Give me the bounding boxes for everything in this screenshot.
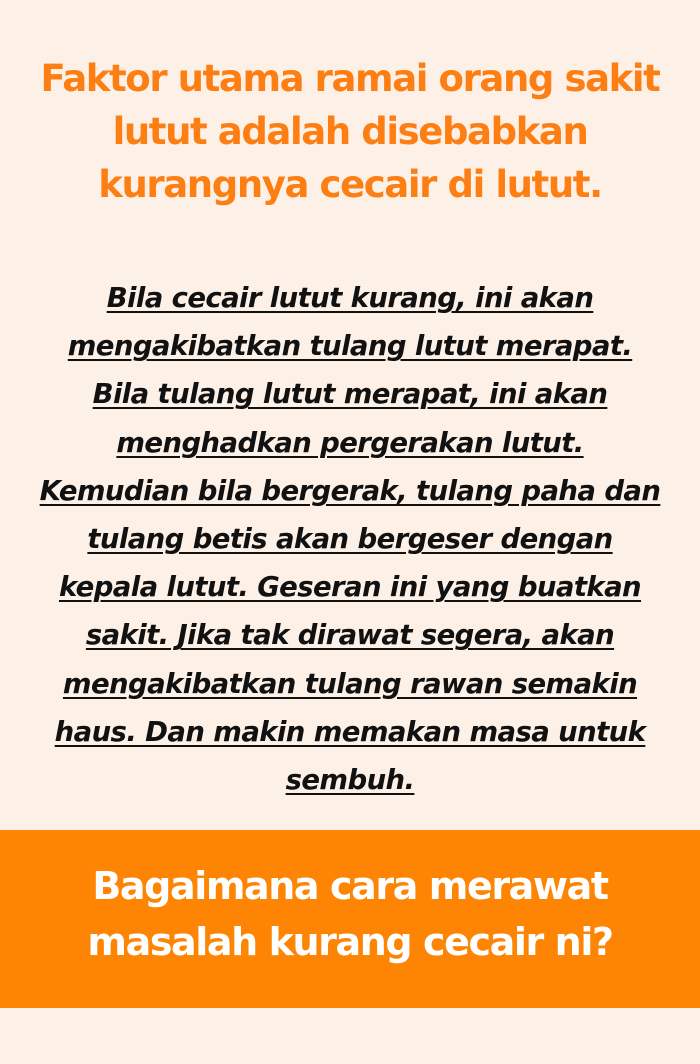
body-paragraph: Bila cecair lutut kurang, ini akan mengakibatkan tulang lutut merapat. Bila tulang lutut merapat, ini akan menghadkan pergerakan lutut. Kemudian bila bergerak, tulang paha dan tulang betis akan bergeser dengan kepala lutut. Geseran ini yang buatkan sakit. Jika tak dirawat segera, akan mengakibatkan tulang rawan semakin haus. Dan makin memakan masa untuk sembuh.: [39, 282, 661, 797]
banner-question: Bagaimana cara merawat masalah kurang cecair ni?: [87, 864, 613, 964]
question-banner: [0, 830, 700, 1008]
headline: Faktor utama ramai orang sakit lutut adalah disebabkan kurangnya cecair di lutut.: [40, 57, 660, 206]
